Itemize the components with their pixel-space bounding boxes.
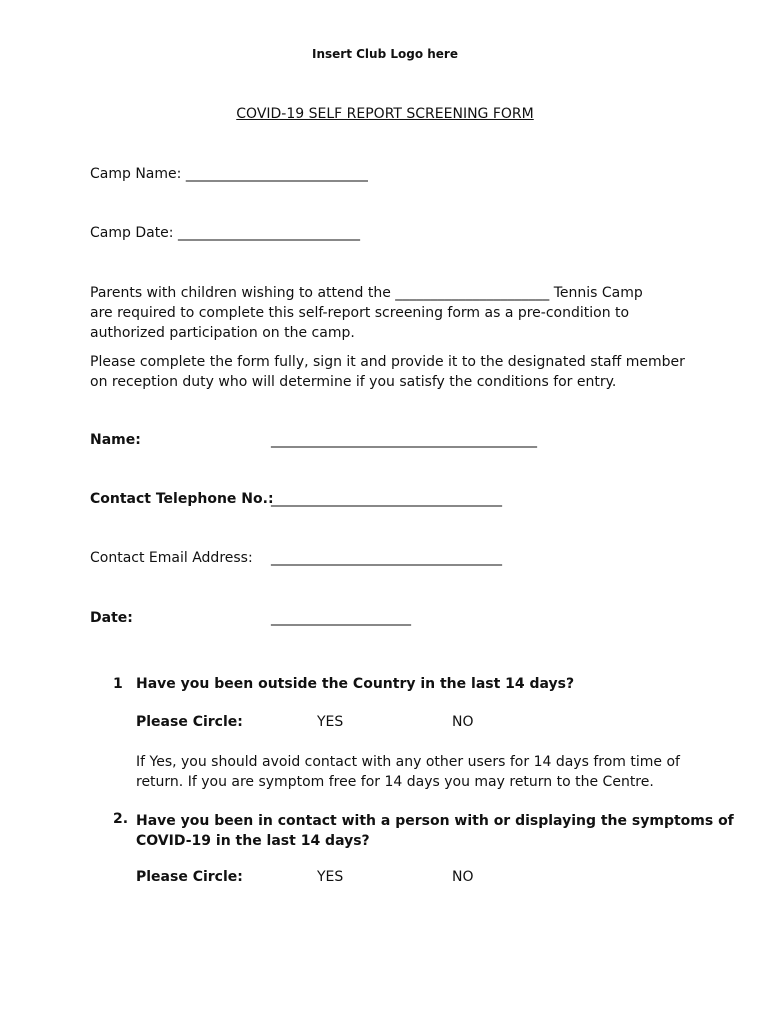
question-1-note-line-1: If Yes, you should avoid contact with any other users for 14 days from time of	[136, 754, 680, 770]
question-1-note-line-2: return. If you are symptom free for 14 days you may return to the Centre.	[136, 774, 654, 790]
email-label: Contact Email Address:	[90, 550, 253, 566]
question-1-yes-option[interactable]: YES	[317, 714, 344, 730]
camp-name-field[interactable]: __________________________	[185, 166, 368, 182]
intro-line-3: authorized participation on the camp.	[90, 325, 355, 341]
question-2-number: 2.	[113, 811, 129, 827]
instructions-paragraph	[90, 352, 690, 392]
name-label: Name:	[90, 432, 141, 448]
question-1-circle-label: Please Circle:	[136, 714, 243, 730]
instructions-line-2: on reception duty who will determine if you satisfy the conditions for entry.	[90, 374, 617, 390]
intro-text-start: Parents with children wishing to attend the	[90, 285, 391, 301]
instructions-line-1: Please complete the form fully, sign it and provide it to the designated staff member	[90, 354, 685, 370]
question-1-note	[136, 752, 680, 792]
question-2-text-line-1: Have you been in contact with a person with or displaying the symptoms of	[136, 813, 734, 829]
camp-date-label: Camp Date:	[90, 225, 174, 241]
camp-name-label: Camp Name:	[90, 166, 182, 182]
question-1-text: Have you been outside the Country in the last 14 days?	[136, 676, 575, 692]
logo-placeholder: Insert Club Logo here	[312, 47, 458, 61]
question-2-text-line-2: COVID-19 in the last 14 days?	[136, 833, 370, 849]
email-field[interactable]: _________________________________	[271, 550, 502, 566]
question-1-no-option[interactable]: NO	[452, 714, 474, 730]
question-2-no-option[interactable]: NO	[452, 869, 474, 885]
camp-name-row	[90, 166, 368, 182]
question-2-circle-label: Please Circle:	[136, 869, 243, 885]
date-field[interactable]: ____________________	[271, 610, 411, 626]
phone-field[interactable]: _________________________________	[271, 491, 502, 507]
name-field[interactable]: ______________________________________	[271, 432, 537, 448]
question-2-yes-option[interactable]: YES	[317, 869, 344, 885]
phone-label: Contact Telephone No.:	[90, 491, 274, 507]
tennis-camp-name-field[interactable]: ______________________	[395, 285, 550, 301]
question-1-number: 1	[113, 676, 123, 692]
date-label: Date:	[90, 610, 133, 626]
camp-date-field[interactable]: __________________________	[177, 225, 360, 241]
intro-paragraph	[90, 283, 690, 343]
question-2-text	[136, 811, 734, 851]
intro-line-2: are required to complete this self-report screening form as a pre-condition to	[90, 305, 630, 321]
page-title: COVID-19 SELF REPORT SCREENING FORM	[236, 106, 534, 122]
intro-text-end: Tennis Camp	[553, 285, 643, 301]
camp-date-row	[90, 225, 360, 241]
